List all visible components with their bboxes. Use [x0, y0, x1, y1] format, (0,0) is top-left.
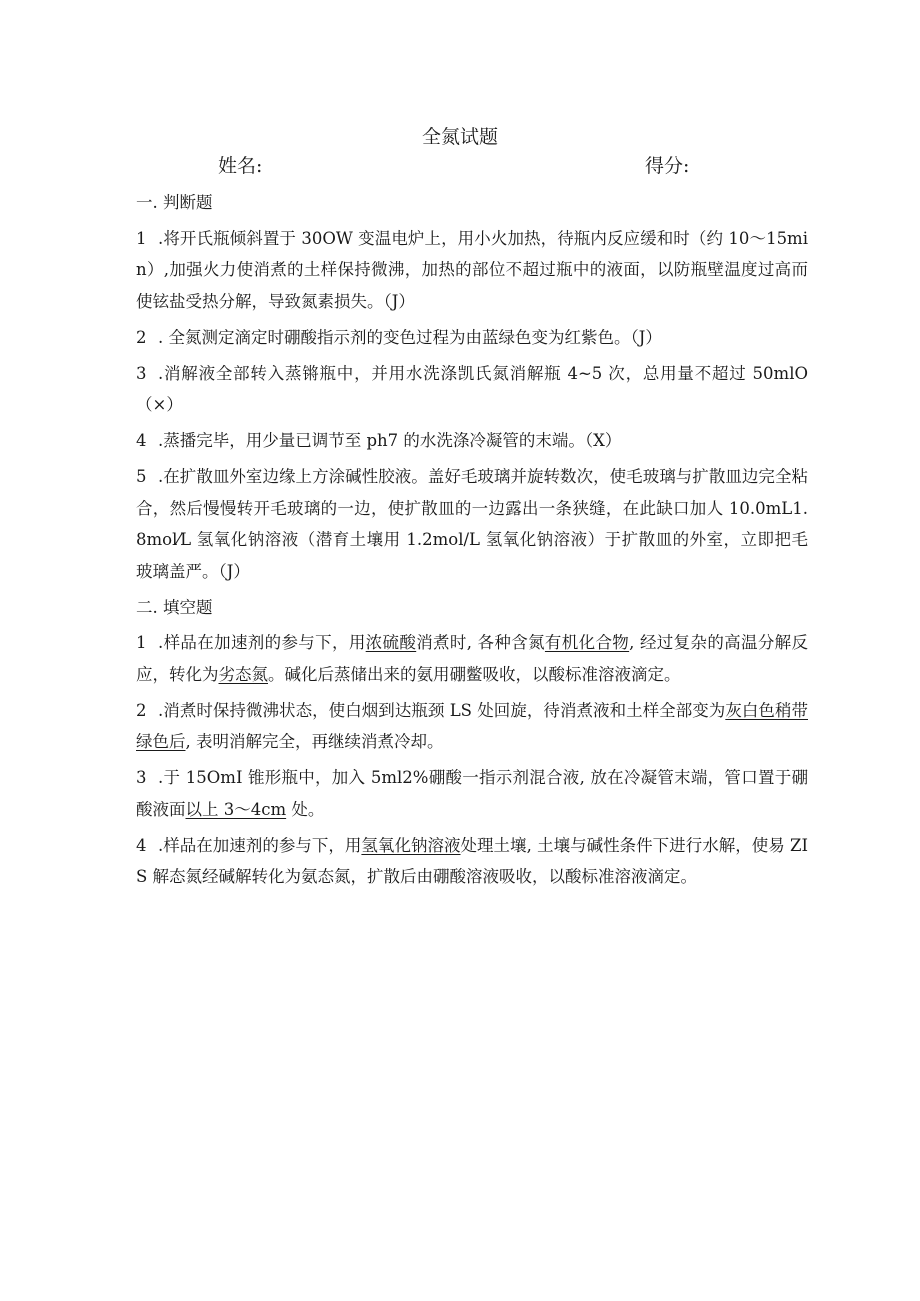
item-number: 1: [136, 633, 147, 652]
judgement-item: [136, 223, 808, 318]
fill-item: [136, 627, 808, 690]
answer-underlined: 劣态氮: [218, 664, 268, 684]
document-body: [136, 187, 808, 897]
item-text: .于 15OmI 锥形瓶中，加入 5ml2%硼酸一指示剂混合液, 放在冷凝管末端，管口置于硼酸液面: [136, 768, 808, 819]
header-fields: [0, 152, 920, 180]
judgement-item: [136, 461, 808, 587]
item-text: .蒸播完毕，用少量已调节至 ph7 的水洗涤冷凝管的末端。（X）: [158, 431, 622, 450]
item-text: .将开氏瓶倾斜置于 30OW 变温电炉上，用小火加热，待瓶内反应缓和时（约 10～15min）,加强火力使消煮的土样保持微沸，加热的部位不超过瓶中的液面，以防瓶壁温度过高而使铉盐受热分解，导致氮素损失。（J）: [136, 228, 808, 311]
item-number: 1: [136, 228, 147, 248]
item-number: 4: [136, 431, 147, 450]
page-title: 全氮试题: [421, 126, 498, 148]
item-text: 处理土壤, 土壤与碱性条件下进行水解，使易 ZIS 解态氮经碱解转化为氨态氮，扩散后由硼酸溶液吸收，以酸标准溶液滴定。: [136, 835, 809, 886]
section-fill: [136, 592, 808, 893]
fill-item: [136, 695, 808, 758]
item-number: 3: [136, 363, 147, 383]
item-text: 。碱化后蒸储出来的氨用硼鳖吸收，以酸标准溶液滴定。: [268, 664, 681, 684]
section-heading-judgement: 一. 判断题: [136, 193, 213, 212]
section-judgement: [136, 187, 808, 587]
judgement-item: [136, 425, 808, 457]
answer-underlined: 灰白色稍带绿色后: [136, 700, 808, 751]
item-text: .样品在加速剂的参与下，用: [158, 835, 362, 855]
item-text: .消解液全部转入蒸锵瓶中，并用水洗涤凯氏氮消解瓶 4~5 次，总用量不超过 50mlO（×）: [136, 363, 808, 414]
item-text: 处。: [286, 799, 325, 819]
item-text: .样品在加速剂的参与下，用: [158, 633, 366, 652]
answer-underlined: 氢氧化钠溶液: [361, 835, 461, 855]
answer-underlined: 有机化合物: [544, 633, 630, 652]
item-text: .在扩散皿外室边缘上方涂碱性胶液。盖好毛玻璃并旋转数次，使毛玻璃与扩散皿边完全粘合，然后慢慢转开毛玻璃的一边，使扩散皿的一边露出一条狭缝，在此缺口加人 10.0mL1.8mol⁄L 氢氧化钠溶液（潜育土壤用 1.2mol/L 氢氧化钠溶液）于扩散皿的外室，立即把毛玻璃盖严。（J）: [136, 467, 808, 581]
score-label: 得分:: [645, 155, 690, 177]
item-number: 4: [136, 835, 147, 855]
answer-underlined: 以上 3～4cm: [185, 799, 287, 819]
item-text: 消煮时, 各种含氮: [416, 633, 545, 652]
section-heading-fill: 二. 填空题: [136, 597, 213, 617]
item-text: .消煮时保持微沸状态，使白烟到达瓶颈 LS 处回旋，待消煮液和土样全部变为: [158, 700, 726, 720]
item-number: 5: [136, 467, 147, 486]
answer-underlined: 浓硫酸: [365, 633, 417, 652]
fill-item: [136, 830, 808, 893]
item-number: 2: [136, 700, 147, 720]
judgement-item: [136, 358, 808, 421]
item-number: 3: [136, 768, 147, 787]
item-text: , 经过复杂的高温分解反应，转化为: [136, 633, 809, 684]
item-text: . 全氮测定滴定时硼酸指示剂的变色过程为由蓝绿色变为红紫色。（J）: [158, 327, 662, 347]
fill-item: [136, 762, 808, 825]
item-text: , 表明消解完全，再继续消煮冷却。: [185, 732, 444, 751]
item-number: 2: [136, 327, 147, 347]
name-label: 姓名:: [218, 155, 263, 177]
judgement-item: [136, 322, 808, 354]
